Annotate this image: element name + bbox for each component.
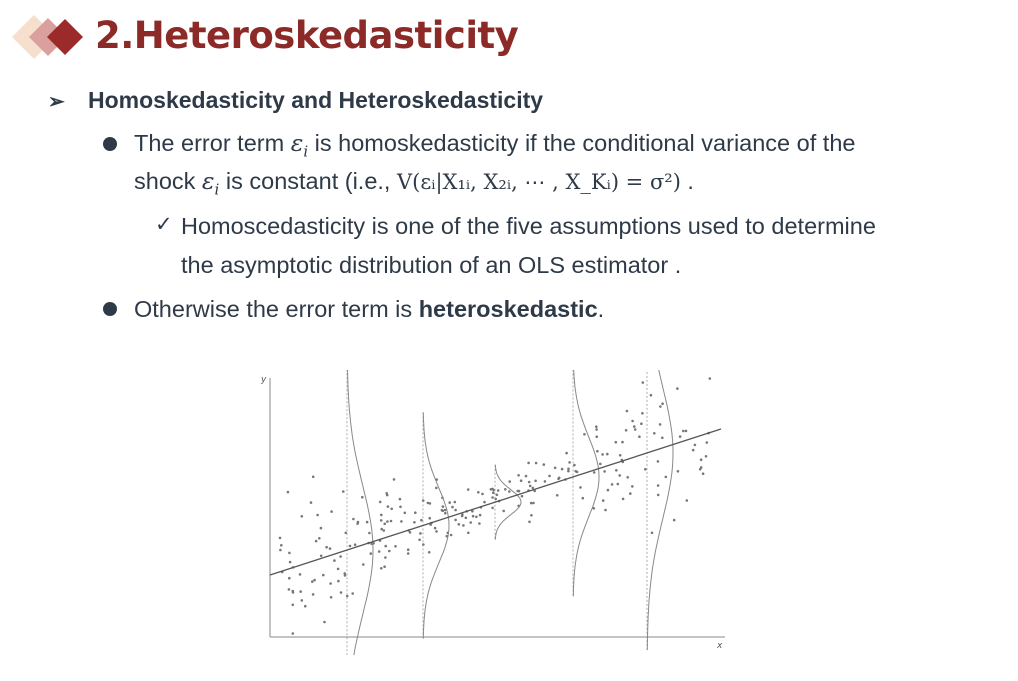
scatter-point bbox=[333, 559, 336, 562]
scatter-point bbox=[561, 468, 564, 471]
scatter-point bbox=[435, 487, 438, 490]
scatter-point bbox=[320, 555, 323, 558]
scatter-point bbox=[604, 509, 607, 512]
scatter-point bbox=[279, 537, 282, 540]
scatter-point bbox=[529, 485, 532, 488]
scatter-point bbox=[329, 582, 332, 585]
scatter-point bbox=[435, 530, 438, 533]
sub-bullet-line1: Homoscedasticity is one of the five assumptions used to determine bbox=[181, 213, 876, 239]
scatter-point bbox=[516, 490, 519, 493]
scatter-point bbox=[399, 498, 402, 501]
scatter-point bbox=[419, 532, 422, 535]
scatter-point bbox=[337, 568, 340, 571]
bullet1-text-post: is homoskedasticity if the conditional variance of the bbox=[308, 130, 856, 156]
scatter-point bbox=[380, 528, 383, 531]
scatter-point bbox=[579, 486, 582, 489]
section-heading-text: Homoskedasticity and Heteroskedasticity bbox=[88, 87, 544, 113]
scatter-point bbox=[407, 552, 410, 555]
scatter-point bbox=[599, 463, 602, 466]
scatter-point bbox=[343, 572, 346, 575]
scatter-point bbox=[315, 540, 318, 543]
scatter-point bbox=[532, 502, 535, 505]
scatter-point bbox=[434, 527, 437, 530]
scatter-point bbox=[351, 592, 354, 595]
scatter-point bbox=[582, 497, 585, 500]
scatter-point bbox=[530, 514, 533, 517]
scatter-point bbox=[366, 521, 369, 524]
scatter-point bbox=[407, 548, 410, 551]
scatter-point bbox=[288, 588, 291, 591]
scatter-point bbox=[657, 494, 660, 497]
scatter-point bbox=[383, 523, 386, 526]
bullet2-bold-term: heteroskedastic bbox=[418, 296, 598, 322]
scatter-point bbox=[626, 410, 629, 413]
scatter-point bbox=[528, 481, 531, 484]
scatter-point bbox=[653, 432, 656, 435]
scatter-point bbox=[354, 543, 357, 546]
scatter-point bbox=[617, 483, 620, 486]
scatter-point bbox=[289, 561, 292, 564]
scatter-point bbox=[310, 501, 313, 504]
epsilon-symbol-2: $\varepsilon_i$ bbox=[201, 167, 220, 199]
scatter-point bbox=[304, 605, 307, 608]
scatter-point bbox=[631, 420, 634, 423]
stacked-diamonds-icon bbox=[10, 12, 90, 62]
scatter-point bbox=[313, 579, 316, 582]
scatter-point bbox=[465, 517, 468, 520]
scatter-point bbox=[454, 509, 457, 512]
scatter-point bbox=[379, 501, 382, 504]
scatter-point bbox=[292, 604, 295, 607]
scatter-point bbox=[679, 435, 682, 438]
scatter-point bbox=[650, 394, 653, 397]
scatter-point bbox=[677, 470, 680, 473]
scatter-point bbox=[370, 552, 373, 555]
scatter-point bbox=[287, 491, 290, 494]
scatter-point bbox=[497, 489, 500, 492]
bullet1-line2-end: . bbox=[680, 168, 694, 194]
checkmark-icon: ✓ bbox=[155, 212, 173, 236]
scatter-point bbox=[567, 468, 570, 471]
scatter-point bbox=[450, 534, 453, 537]
heteroskedasticity-figure bbox=[255, 370, 735, 655]
sub-bullet-line2: the asymptotic distribution of an OLS estimator . bbox=[181, 252, 682, 278]
scatter-point bbox=[418, 539, 421, 542]
scatter-point bbox=[481, 493, 484, 496]
scatter-point bbox=[593, 471, 596, 474]
scatter-point bbox=[644, 468, 647, 471]
scatter-point bbox=[706, 441, 709, 444]
scatter-point bbox=[528, 521, 531, 524]
bullet2-line bbox=[134, 290, 604, 328]
scatter-point bbox=[700, 466, 703, 469]
scatter-point bbox=[428, 551, 431, 554]
scatter-point bbox=[504, 488, 507, 491]
scatter-point bbox=[454, 519, 457, 522]
bullet1-line2-mid: is constant (i.e., bbox=[219, 168, 397, 194]
scatter-point bbox=[312, 593, 315, 596]
scatter-point bbox=[492, 492, 495, 495]
scatter-point bbox=[502, 510, 505, 513]
arrow-bullet-icon: ➢ bbox=[48, 91, 65, 113]
bullet2-text-post: . bbox=[597, 296, 605, 322]
density-curve bbox=[423, 412, 449, 638]
scatter-point bbox=[387, 505, 390, 508]
scatter-point bbox=[556, 494, 559, 497]
bullet1-line2-pre: shock bbox=[134, 168, 202, 194]
scatter-point bbox=[388, 550, 391, 553]
scatter-point bbox=[625, 429, 628, 432]
scatter-point bbox=[682, 430, 685, 433]
scatter-point bbox=[322, 574, 325, 577]
scatter-point bbox=[543, 463, 546, 466]
scatter-point bbox=[554, 467, 557, 470]
scatter-point bbox=[472, 515, 475, 518]
scatter-point bbox=[362, 563, 365, 566]
scatter-point bbox=[404, 512, 407, 515]
scatter-point bbox=[676, 387, 679, 390]
scatter-point bbox=[378, 550, 381, 553]
scatter-point bbox=[602, 499, 605, 502]
scatter-point bbox=[380, 567, 383, 570]
scatter-point bbox=[527, 462, 530, 465]
scatter-point bbox=[661, 437, 664, 440]
scatter-point bbox=[329, 547, 332, 550]
scatter-point bbox=[651, 532, 654, 535]
scatter-point bbox=[659, 405, 662, 408]
scatter-point bbox=[325, 546, 328, 549]
scatter-point bbox=[323, 621, 326, 624]
scatter-point bbox=[399, 506, 402, 509]
scatter-point bbox=[535, 462, 538, 465]
scatter-point bbox=[384, 545, 387, 548]
scatter-point bbox=[301, 599, 304, 602]
scatter-point bbox=[299, 573, 302, 576]
scatter-point bbox=[601, 453, 604, 456]
scatter-point bbox=[640, 422, 643, 425]
section-heading bbox=[48, 84, 543, 118]
scatter-point bbox=[462, 524, 465, 527]
scatter-point bbox=[292, 632, 295, 635]
scatter-point bbox=[383, 565, 386, 568]
scatter-point bbox=[441, 509, 444, 512]
scatter-point bbox=[312, 476, 315, 479]
scatter-point bbox=[448, 501, 451, 504]
scatter-point bbox=[491, 496, 494, 499]
density-curve bbox=[647, 370, 673, 650]
scatter-point bbox=[451, 506, 454, 509]
scatter-point bbox=[420, 519, 423, 522]
scatter-point bbox=[427, 502, 430, 505]
scatter-point bbox=[702, 472, 705, 475]
scatter-point bbox=[665, 476, 668, 479]
scatter-point bbox=[534, 480, 537, 483]
scatter-point bbox=[444, 509, 447, 512]
scatter-point bbox=[603, 470, 606, 473]
scatter-point bbox=[400, 520, 403, 523]
scatter-point bbox=[631, 485, 634, 488]
scatter-point bbox=[619, 454, 622, 457]
scatter-point bbox=[352, 518, 355, 521]
scatter-point bbox=[626, 476, 629, 479]
scatter-point bbox=[622, 498, 625, 501]
scatter-point bbox=[491, 507, 494, 510]
y-axis-label: y bbox=[261, 375, 267, 385]
scatter-point bbox=[641, 412, 644, 415]
regression-line bbox=[270, 429, 721, 575]
scatter-point bbox=[709, 377, 712, 380]
scatter-point bbox=[629, 492, 632, 495]
scatter-point bbox=[508, 490, 511, 493]
bullet-dot-2 bbox=[103, 302, 117, 316]
scatter-point bbox=[567, 470, 570, 473]
scatter-point bbox=[544, 480, 547, 483]
scatter-point bbox=[428, 517, 431, 520]
scatter-point bbox=[692, 449, 695, 452]
scatter-point bbox=[657, 484, 660, 487]
scatter-point bbox=[288, 552, 291, 555]
scatter-point bbox=[458, 523, 461, 526]
scatter-point bbox=[615, 469, 618, 472]
scatter-point bbox=[380, 519, 383, 522]
scatter-point bbox=[467, 488, 470, 491]
bullet1-line2 bbox=[134, 162, 694, 209]
scatter-point bbox=[467, 532, 470, 535]
scatter-point bbox=[517, 474, 520, 477]
scatter-point bbox=[548, 475, 551, 478]
scatter-point bbox=[634, 428, 637, 431]
scatter-point bbox=[595, 425, 598, 428]
scatter-point bbox=[454, 501, 457, 504]
scatter-point bbox=[469, 521, 472, 524]
scatter-point bbox=[595, 435, 598, 438]
density-curve bbox=[573, 370, 599, 596]
scatter-point bbox=[301, 515, 304, 518]
scatter-point bbox=[530, 502, 533, 505]
scatter-point bbox=[615, 441, 618, 444]
bullet-dot bbox=[103, 137, 117, 151]
scatter-point bbox=[444, 512, 447, 515]
scatter-point bbox=[611, 483, 614, 486]
scatter-point bbox=[380, 514, 383, 517]
scatter-point bbox=[700, 458, 703, 461]
scatter-point bbox=[595, 428, 598, 431]
scatter-point bbox=[299, 590, 302, 593]
scatter-point bbox=[573, 464, 576, 467]
scatter-point bbox=[661, 402, 664, 405]
scatter-point bbox=[568, 461, 571, 464]
bullet2-text-pre: Otherwise the error term is bbox=[134, 296, 419, 322]
scatter-point bbox=[638, 435, 641, 438]
scatter-point bbox=[607, 489, 610, 492]
scatter-point bbox=[565, 452, 568, 455]
scatter-point bbox=[618, 474, 621, 477]
page-title: 2.Heteroskedasticity bbox=[95, 14, 519, 57]
variance-formula: V(εᵢ|X₁ᵢ, X₂ᵢ, ⋯ , X_Kᵢ) = σ²) bbox=[397, 170, 681, 194]
scatter-point bbox=[337, 580, 340, 583]
scatter-point bbox=[390, 520, 393, 523]
scatter-point bbox=[525, 475, 528, 478]
scatter-point bbox=[478, 522, 481, 525]
scatter-point bbox=[357, 521, 360, 524]
scatter-point bbox=[483, 501, 486, 504]
scatter-point bbox=[659, 423, 662, 426]
scatter-point bbox=[339, 555, 342, 558]
scatter-point bbox=[390, 508, 393, 511]
scatter-point bbox=[442, 505, 445, 508]
scatter-point bbox=[606, 453, 609, 456]
scatter-point bbox=[475, 516, 478, 519]
scatter-point bbox=[621, 441, 624, 444]
scatter-point bbox=[280, 544, 283, 547]
scatter-point bbox=[386, 520, 389, 523]
scatter-point bbox=[288, 577, 291, 580]
scatter-point bbox=[491, 488, 494, 491]
scatter-point bbox=[576, 471, 579, 474]
scatter-point bbox=[316, 514, 319, 517]
epsilon-symbol: $\varepsilon_i$ bbox=[290, 129, 309, 161]
scatter-point bbox=[521, 495, 524, 498]
density-curve bbox=[347, 370, 373, 655]
scatter-point bbox=[461, 515, 464, 518]
scatter-point bbox=[633, 425, 636, 428]
scatter-point bbox=[368, 532, 371, 535]
scatter-point bbox=[394, 545, 397, 548]
scatter-point bbox=[279, 549, 282, 552]
scatter-point bbox=[386, 494, 389, 497]
scatter-point bbox=[694, 444, 697, 447]
scatter-point bbox=[705, 455, 708, 458]
scatter-point bbox=[349, 545, 352, 548]
scatter-point bbox=[673, 519, 676, 522]
scatter-point bbox=[342, 490, 345, 493]
scatter-point bbox=[685, 430, 688, 433]
x-axis-label: x bbox=[717, 641, 723, 651]
scatter-point bbox=[686, 499, 689, 502]
scatter-point bbox=[557, 478, 560, 481]
scatter-point bbox=[320, 527, 323, 530]
scatter-point bbox=[520, 479, 523, 482]
scatter-point bbox=[508, 480, 511, 483]
scatter-point bbox=[330, 510, 333, 513]
scatter-point bbox=[330, 596, 333, 599]
scatter-point bbox=[642, 381, 645, 384]
scatter-point bbox=[477, 491, 480, 494]
bullet1-text-pre: The error term bbox=[134, 130, 291, 156]
scatter-point bbox=[596, 450, 599, 453]
conditional-distributions bbox=[347, 370, 673, 655]
scatter-point bbox=[413, 521, 416, 524]
scatter-point bbox=[361, 496, 364, 499]
scatter-point bbox=[583, 433, 586, 436]
scatter-point bbox=[384, 556, 387, 559]
scatter-point bbox=[479, 514, 482, 517]
scatter-point bbox=[532, 487, 535, 490]
scatter-point bbox=[340, 591, 343, 594]
scatter-point bbox=[292, 591, 295, 594]
scatter-point bbox=[496, 494, 499, 497]
scatter-point bbox=[393, 478, 396, 481]
scatter-point bbox=[311, 580, 314, 583]
scatter-point bbox=[318, 537, 321, 540]
scatter-point bbox=[414, 511, 417, 514]
scatter-point bbox=[657, 460, 660, 463]
